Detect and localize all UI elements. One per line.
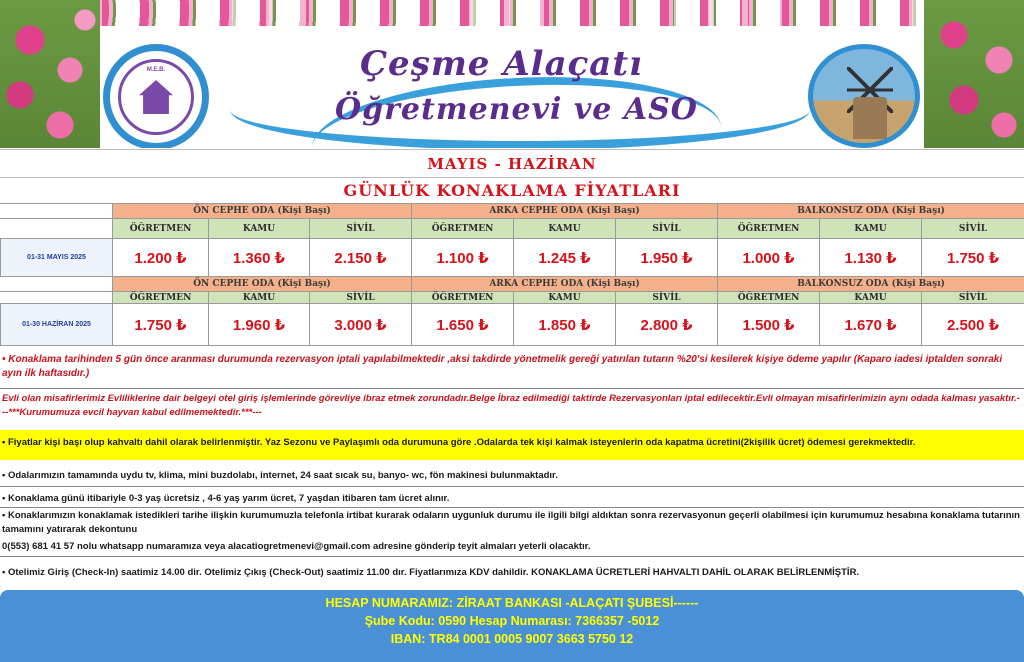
group-header-nobalcony: BALKONSUZ ODA (Kişi Başı) — [718, 277, 1024, 292]
flower-border-top — [0, 0, 1024, 26]
guest-type-teacher: ÖĞRETMEN — [718, 292, 820, 304]
price-cell: 1.245 ₺ — [514, 239, 616, 277]
price-cell: 1.850 ₺ — [514, 304, 616, 346]
guest-type-civil: SİVİL — [616, 292, 718, 304]
guest-type-civil: SİVİL — [922, 219, 1024, 239]
table-row — [1, 304, 1024, 346]
children-note: • Konaklama günü itibariyle 0-3 yaş ücretsiz , 4-6 yaş yarım ücret, 7 yaşdan itibaren tam ücret alınır. — [2, 493, 450, 504]
divider — [0, 556, 1024, 557]
price-cell: 2.500 ₺ — [922, 304, 1024, 346]
guest-type-civil: SİVİL — [616, 219, 718, 239]
flower-decoration-left — [0, 0, 100, 148]
guest-type-teacher: ÖĞRETMEN — [113, 219, 209, 239]
price-cell: 2.150 ₺ — [310, 239, 412, 277]
contact-note: 0(553) 681 41 57 nolu whatsapp numaramıza veya alacatiogretmenevi@gmail.com adresine gönderip teyit almaları yeterli olacaktır. — [2, 541, 591, 552]
table-heading: GÜNLÜK KONAKLAMA FİYATLARI — [343, 181, 681, 200]
guest-type-civil: SİVİL — [922, 292, 1024, 304]
guest-type-teacher: ÖĞRETMEN — [113, 292, 209, 304]
windmill-photo — [808, 44, 920, 148]
price-cell: 1.750 ₺ — [922, 239, 1024, 277]
price-cell: 1.130 ₺ — [820, 239, 922, 277]
flower-decoration-right — [924, 0, 1024, 148]
price-cell: 2.800 ₺ — [616, 304, 718, 346]
empty-cell — [1, 204, 113, 219]
period-label: 01-30 HAZİRAN 2025 — [1, 304, 113, 346]
guest-type-public: KAMU — [209, 219, 310, 239]
windmill-icon — [853, 97, 887, 139]
table-row — [1, 219, 1024, 239]
divider — [0, 177, 1024, 178]
header-banner — [0, 0, 1024, 148]
period-label: 01-31 MAYIS 2025 — [1, 239, 113, 277]
title-line-1: Çeşme Alaçatı — [360, 44, 643, 84]
house-icon — [139, 80, 173, 114]
checkin-note: • Otelimiz Giriş (Check-In) saatimiz 14.00 dir. Otelimiz Çıkış (Check-Out) saatimiz 11.00 dır. Fiyatlarımıza KDV dahildir. KONAKLAMA ÜCRETLERİ HAHVALTI DAHİL OLARAK BELİRLENMİŞTİR. — [2, 567, 860, 578]
empty-cell — [1, 219, 113, 239]
price-table — [0, 203, 1024, 346]
guest-type-teacher: ÖĞRETMEN — [412, 219, 514, 239]
table-row — [1, 204, 1024, 219]
group-header-front: ÖN CEPHE ODA (Kişi Başı) — [113, 204, 412, 219]
price-cell: 1.200 ₺ — [113, 239, 209, 277]
period-heading: MAYIS - HAZİRAN — [427, 155, 597, 173]
price-cell: 1.670 ₺ — [820, 304, 922, 346]
group-header-back: ARKA CEPHE ODA (Kişi Başı) — [412, 204, 718, 219]
guest-type-civil: SİVİL — [310, 292, 412, 304]
logo-text: M.E.B. — [146, 67, 166, 73]
guest-type-public: KAMU — [820, 219, 922, 239]
price-cell: 1.950 ₺ — [616, 239, 718, 277]
bank-info — [0, 590, 1024, 662]
price-cell: 1.750 ₺ — [113, 304, 209, 346]
cancellation-note: • Konaklama tarihinden 5 gün önce aranması durumunda rezervasyon iptali yapılabilmektedir ,aksi takdirde yönetmelik gereği yatırılan tutarın %20'si kesilerek kişiye ödeme yapılır (Kaparo iadesi iptalden sonraki ayın ilk haftasıdır.) — [2, 354, 1003, 379]
married-guests-note: Evli olan misafirlerimiz Evliliklerine dair belgeyi otel giriş işlemlerinde görevliye ibraz etmek zorundadır.Belge İbraz edilmediği taktirde Rezervasyonları iptal edilecektir.Evli olmayan misafirlerimizin aynı odada kalması yasaktır.---***Kurumumuza evcil hayvan kabul edilmemektedir.***--- — [2, 393, 1020, 418]
guest-type-public: KAMU — [514, 292, 616, 304]
price-cell: 1.960 ₺ — [209, 304, 310, 346]
price-cell: 3.000 ₺ — [310, 304, 412, 346]
price-cell: 1.500 ₺ — [718, 304, 820, 346]
booking-note: • Konaklarımızın konaklamak istedikleri tarihe ilişkin kurumumuzla telefonla irtibat kurarak odaların uygunluk durumu ile ilgili bilgi aldıktan sonra rezervasyonun geçerli olabilmesi için kurumumuz hesabına konaklama tutarının tamamını yatırarak dekontunu — [2, 510, 1020, 535]
branch-account: Şube Kodu: 0590 Hesap Numarası: 7366357 -5012 — [364, 614, 660, 628]
group-header-front: ÖN CEPHE ODA (Kişi Başı) — [113, 277, 412, 292]
group-header-back: ARKA CEPHE ODA (Kişi Başı) — [412, 277, 718, 292]
price-cell: 1.100 ₺ — [412, 239, 514, 277]
guest-type-public: KAMU — [209, 292, 310, 304]
divider — [0, 388, 1024, 389]
iban: IBAN: TR84 0001 0005 9007 3663 5750 12 — [390, 632, 634, 646]
meb-logo — [103, 44, 209, 148]
empty-cell — [1, 292, 113, 304]
group-header-nobalcony: BALKONSUZ ODA (Kişi Başı) — [718, 204, 1024, 219]
breakfast-note: • Fiyatlar kişi başı olup kahvaltı dahil olarak belirlenmiştir. Yaz Sezonu ve Paylaşımlı oda durumuna göre .Odalarda tek kişi kalmak isteyenlerin oda kapatma ücretini(2kişilik ücret) ödemesi gerekmektedir. — [0, 430, 1024, 460]
guest-type-teacher: ÖĞRETMEN — [412, 292, 514, 304]
guest-type-civil: SİVİL — [310, 219, 412, 239]
bank-name: HESAP NUMARAMIZ: ZİRAAT BANKASI -ALAÇATI ŞUBESİ------ — [325, 596, 699, 610]
title-line-2: Öğretmenevi ve ASO — [335, 92, 698, 127]
amenities-note: • Odalarımızın tamamında uydu tv, klima, mini buzdolabı, internet, 24 saat sıcak su, banyo- wc, fön makinesi bulunmaktadır. — [2, 470, 558, 481]
price-cell: 1.650 ₺ — [412, 304, 514, 346]
guest-type-public: KAMU — [820, 292, 922, 304]
price-cell: 1.000 ₺ — [718, 239, 820, 277]
table-row — [1, 292, 1024, 304]
price-cell: 1.360 ₺ — [209, 239, 310, 277]
divider — [0, 149, 1024, 150]
empty-cell — [1, 277, 113, 292]
guest-type-public: KAMU — [514, 219, 616, 239]
table-row — [1, 239, 1024, 277]
divider — [0, 486, 1024, 487]
divider — [0, 507, 1024, 508]
table-row — [1, 277, 1024, 292]
guest-type-teacher: ÖĞRETMEN — [718, 219, 820, 239]
